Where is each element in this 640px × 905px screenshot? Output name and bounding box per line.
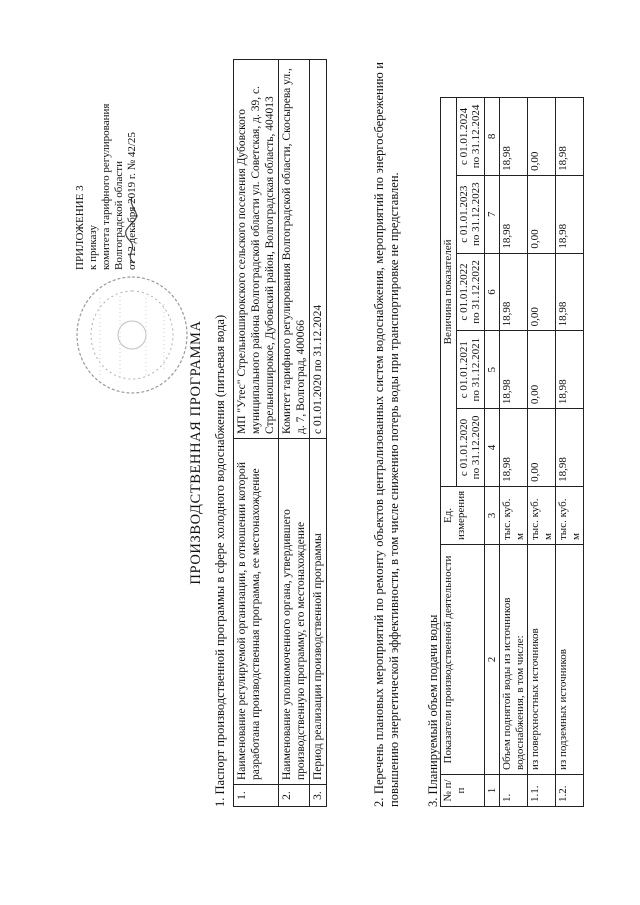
row-indicator: из поверхностных источников [528, 545, 556, 775]
row-value: МП "Утес" Стрельноширокского сельского поселения Дубовского муниципального района Волгоградской области ул. Советская, д. 39, с. Стрельноширокое, Дубовский район, Волгоградская область, 404013 [234, 60, 279, 439]
index-cell: 2 [484, 545, 500, 775]
row-value: 18,98 [500, 331, 528, 409]
row-value: 0,00 [528, 175, 556, 253]
header-period: с 01.01.2021 по 31.12.2021 [456, 331, 484, 409]
appendix-line: к приказу [87, 224, 99, 270]
index-cell: 5 [484, 331, 500, 409]
table-row [310, 60, 327, 807]
table-row [500, 98, 528, 807]
row-unit: тыс. куб. м [528, 486, 556, 544]
row-value: 18,98 [500, 98, 528, 176]
row-unit: тыс. куб. м [556, 486, 584, 544]
index-cell: 1 [484, 775, 500, 807]
header-values: Величина показателей [441, 98, 457, 487]
row-number: 2. [279, 785, 310, 807]
index-cell: 3 [484, 486, 500, 544]
table-row [528, 98, 556, 807]
header-period: с 01.01.2024 по 31.12.2024 [456, 98, 484, 176]
appendix-header [74, 40, 139, 270]
row-unit: тыс. куб. м [500, 486, 528, 544]
passport-table [233, 59, 327, 807]
appendix-title: ПРИЛОЖЕНИЕ 3 [74, 185, 86, 270]
header-period: с 01.01.2023 по 31.12.2023 [456, 175, 484, 253]
row-indicator: из подземных источников [556, 545, 584, 775]
table-header-row [441, 98, 457, 807]
row-label: Период реализации производственной программы [310, 439, 327, 785]
table-row [234, 60, 279, 807]
row-value: 18,98 [500, 409, 528, 487]
row-value: с 01.01.2020 по 31.12.2024 [310, 60, 327, 439]
index-cell: 4 [484, 409, 500, 487]
section-3-heading: 3. Планируемый объем подачи воды [426, 614, 440, 807]
row-number: 1. [234, 785, 279, 807]
row-value: 18,98 [556, 175, 584, 253]
row-number: 1.2. [556, 775, 584, 807]
row-indicator: Объем поднятой воды из источников водоснабжения, в том числе: [500, 545, 528, 775]
document-title: ПРОИЗВОДСТВЕННАЯ ПРОГРАММА [188, 320, 204, 585]
row-number: 3. [310, 785, 327, 807]
row-value: 0,00 [528, 409, 556, 487]
table-row [279, 60, 310, 807]
header-period: с 01.01.2020 по 31.12.2020 [456, 409, 484, 487]
row-value: 0,00 [528, 253, 556, 331]
row-value: 18,98 [556, 98, 584, 176]
index-cell: 6 [484, 253, 500, 331]
row-value: 0,00 [528, 331, 556, 409]
appendix-line: Волгоградской области [113, 161, 125, 270]
section-2-text: 2. Перечень плановых мероприятий по ремонту объектов централизованных систем водоснабжения, мероприятий по энергосбережению и повышению энергетической эффективности, в том числе снижению потерь воды при транспортировке не представлен. [372, 62, 401, 807]
row-value: 0,00 [528, 98, 556, 176]
row-value: 18,98 [556, 253, 584, 331]
row-number: 1. [500, 775, 528, 807]
row-label: Наименование уполномоченного органа, утвердившего производственную программу, его местонахождение [279, 439, 310, 785]
appendix-line: комитета тарифного регулирования [100, 103, 112, 270]
row-value: 18,98 [500, 175, 528, 253]
header-period: с 01.01.2022 по 31.12.2022 [456, 253, 484, 331]
section-1-heading: 1. Паспорт производственной программы в сфере холодного водоснабжения (питьевая вода) [213, 314, 227, 807]
row-label: Наименование регулируемой организации, в отношении которой разработана производственная программа, ее местонахождение [234, 439, 279, 785]
row-value: 18,98 [556, 409, 584, 487]
index-cell: 7 [484, 175, 500, 253]
water-supply-table [440, 97, 584, 807]
table-index-row [484, 98, 500, 807]
appendix-line: от 12 декабря 2019 г. № 42/25 [126, 132, 138, 270]
table-row [556, 98, 584, 807]
row-value: 18,98 [556, 331, 584, 409]
row-value: Комитет тарифного регулирования Волгоградской области, Скосырева ул., д. 7, Волгоград, 400066 [279, 60, 310, 439]
row-value: 18,98 [500, 253, 528, 331]
header-unit: Ед. измерения [441, 486, 485, 544]
header-number: № п/п [441, 775, 485, 807]
index-cell: 8 [484, 98, 500, 176]
header-indicator: Показатели производственной деятельности [441, 545, 485, 775]
row-number: 1.1. [528, 775, 556, 807]
